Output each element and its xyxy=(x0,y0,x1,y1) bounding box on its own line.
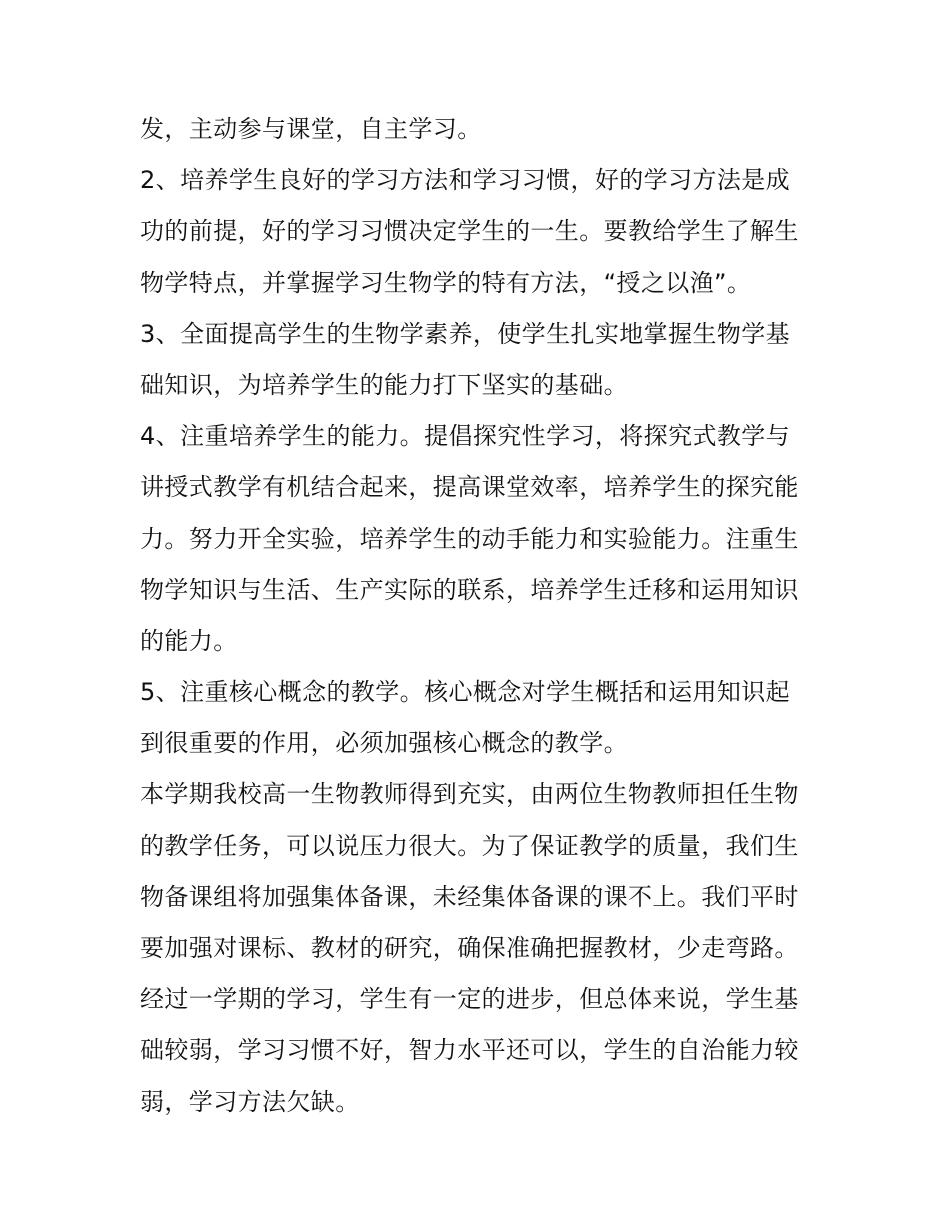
text-line: 2、培养学生良好的学习方法和学习习惯，好的学习方法是成 xyxy=(140,166,791,195)
text-line: 础知识，为培养学生的能力打下坚实的基础。 xyxy=(140,370,628,399)
text-line: 础较弱，学习习惯不好，智力水平还可以，学生的自治能力较 xyxy=(140,1036,799,1065)
text-line: 功的前提，好的学习习惯决定学生的一生。要教给学生了解生 xyxy=(140,217,799,246)
document-body xyxy=(140,104,820,1128)
text-line: 经过一学期的学习，学生有一定的进步，但总体来说，学生基 xyxy=(140,985,799,1014)
text-line: 力。努力开全实验，培养学生的动手能力和实验能力。注重生 xyxy=(140,524,799,553)
text-line: 本学期我校高一生物教师得到充实，由两位生物教师担任生物 xyxy=(140,780,799,809)
text-line: 物学知识与生活、生产实际的联系，培养学生迁移和运用知识 xyxy=(140,575,799,604)
text-line: 发，主动参与课堂，自主学习。 xyxy=(140,115,482,143)
text-line: 要加强对课标、教材的研究，确保准确把握教材，少走弯路。 xyxy=(140,934,799,962)
text-line: 的教学任务，可以说压力很大。为了保证教学的质量，我们生 xyxy=(140,831,799,860)
text-line: 到很重要的作用，必须加强核心概念的教学。 xyxy=(140,729,628,758)
text-line: 讲授式教学有机结合起来，提高课堂效率，培养学生的探究能 xyxy=(140,473,799,502)
text-line: 物备课组将加强集体备课，未经集体备课的课不上。我们平时 xyxy=(140,882,799,911)
text-line: 3、全面提高学生的生物学素养，使学生扎实地掌握生物学基 xyxy=(140,319,791,348)
text-line: 的能力。 xyxy=(140,626,238,655)
text-line: 弱，学习方法欠缺。 xyxy=(140,1087,360,1116)
text-line: 5、注重核心概念的教学。核心概念对学生概括和运用知识起 xyxy=(140,678,791,707)
text-line: 4、注重培养学生的能力。提倡探究性学习，将探究式教学与 xyxy=(140,422,791,451)
text-line: 物学特点，并掌握学习生物学的特有方法，“授之以渔”。 xyxy=(140,268,752,297)
